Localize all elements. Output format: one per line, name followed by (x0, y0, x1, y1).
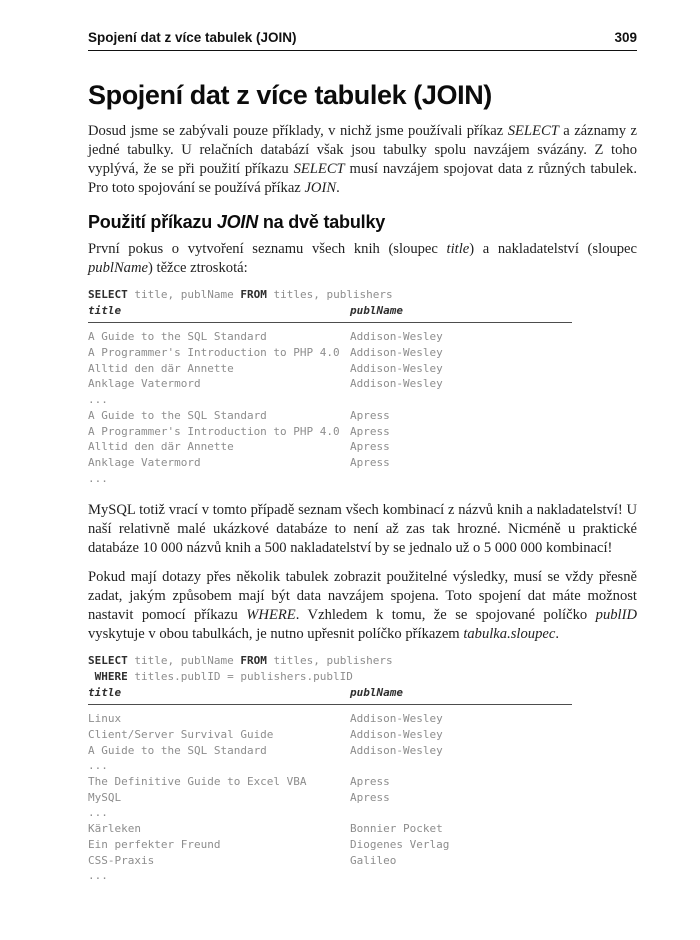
table-row (88, 455, 637, 471)
text-run: title, publName (127, 654, 241, 668)
table-row (88, 408, 637, 424)
ellipsis-row: ... (88, 393, 108, 407)
cell-title: The Definitive Guide to Excel VBA (88, 775, 307, 789)
table-row (88, 345, 637, 361)
sql-keyword: SELECT (88, 288, 128, 301)
header-rule (88, 50, 637, 51)
result-column-title: title (88, 303, 122, 317)
cell-title: A Programmer's Introduction to PHP 4.0 (88, 424, 340, 438)
result-column-title: title (88, 685, 122, 699)
emphasis-text: JOIN (304, 180, 337, 196)
paragraph-where (88, 568, 637, 644)
text-run: titles, publishers (266, 654, 393, 668)
cell-title: Linux (88, 712, 122, 726)
cell-title: A Guide to the SQL Standard (88, 743, 267, 757)
text-run: ) a nakladatelství (sloupec (469, 241, 637, 257)
cell-publisher: Addison-Wesley (350, 728, 443, 741)
text-run: . Vzhledem k tomu, že se spojované políčko (295, 607, 596, 624)
text-run: . (555, 626, 559, 643)
cell-title: MySQL (88, 790, 122, 804)
table-row (88, 376, 637, 392)
cell-title: CSS-Praxis (88, 853, 155, 867)
emphasis-text: SELECT (507, 123, 559, 139)
cell-title: Kärleken (88, 822, 141, 836)
cell-publisher: Addison-Wesley (350, 346, 443, 360)
sql-keyword: SELECT (88, 654, 128, 668)
cell-publisher: Bonnier Pocket (350, 822, 443, 836)
text-run: titles.publID = publishers.publID (127, 669, 353, 683)
table-row (88, 361, 637, 377)
page-title: Spojení dat z více tabulek (JOIN) (88, 80, 492, 110)
cell-publisher: Apress (350, 775, 390, 789)
table-row (88, 790, 637, 806)
text-run: title, publName (127, 288, 241, 301)
cell-publisher: Apress (350, 424, 390, 438)
text-run: musí navzájem spojovat data z různých tabulek. Pro toto spojování se používá příkaz (88, 161, 637, 196)
emphasis-text: WHERE (246, 607, 296, 624)
cell-title: Alltid den där Annette (88, 361, 234, 375)
ellipsis-row: ... (88, 471, 108, 485)
emphasis-text: title (446, 241, 470, 257)
text-run: ) těžce ztroskotá: (148, 260, 248, 276)
intro-paragraph (88, 122, 637, 198)
cell-title: Anklage Vatermord (88, 455, 201, 469)
sql-keyword: FROM (240, 288, 267, 301)
text-run: MySQL totiž vrací v tomto případě seznam všech kombinací z názvů knih a nakladatelství! U naší relativně malé ukázkové databáze to není až zas tak hrozné. Nicméně u praktické databáze 10 000 názvů knih a 500 nakladatelství by se jednalo už o 5 000 000 kombinací! (88, 502, 637, 557)
cell-publisher: Addison-Wesley (350, 361, 443, 375)
cell-publisher: Diogenes Verlag (350, 837, 450, 851)
table-row (88, 711, 637, 727)
table-row (88, 743, 637, 759)
table-row (88, 837, 637, 853)
text-run: Použití příkazu (88, 212, 217, 232)
emphasis-text: publID (595, 607, 637, 624)
cell-publisher: Galileo (350, 853, 397, 867)
cell-title: Ein perfekter Freund (88, 837, 221, 851)
emphasis-text: publName (88, 260, 148, 276)
sql-keyword: FROM (240, 654, 267, 668)
text-run: Dosud jsme se zabývali pouze příklady, v nichž jsme používali příkaz (88, 123, 508, 139)
text-run: První pokus o vytvoření seznamu všech knih (sloupec (88, 241, 447, 257)
code-line (88, 669, 637, 685)
page-number: 309 (614, 30, 637, 45)
table-row (88, 727, 637, 743)
table-row (88, 821, 637, 837)
cell-publisher: Addison-Wesley (350, 377, 443, 391)
cell-publisher: Apress (350, 408, 390, 422)
table-row (88, 424, 637, 440)
emphasis-text: tabulka.sloupec (463, 626, 556, 643)
text-run: Pokud mají dotazy přes několik tabulek zobrazit použitelné výsledky, musí se vždy přesně zadat, jakým způsobem mají být data navzájem spojena. Toto spojení dat máte možnost nastavit pomocí příkazu (88, 569, 637, 624)
sql-code-2 (88, 653, 637, 684)
sql-listing-2 (88, 653, 637, 884)
emphasis-text: SELECT (293, 161, 345, 177)
text-run: . (336, 180, 340, 196)
cell-publisher: Apress (350, 440, 390, 454)
cell-publisher: Addison-Wesley (350, 712, 443, 726)
ellipsis-row: ... (88, 759, 108, 773)
cell-title: A Guide to the SQL Standard (88, 330, 267, 344)
sql-code-1 (88, 287, 637, 303)
cell-publisher: Apress (350, 455, 390, 469)
result-header-1 (88, 303, 637, 319)
sql-keyword: WHERE (94, 669, 128, 683)
lead-paragraph (88, 240, 637, 278)
running-head: Spojení dat z více tabulek (JOIN) (88, 30, 297, 45)
result-table-2 (88, 705, 637, 884)
text-run (88, 670, 95, 683)
cell-title: Anklage Vatermord (88, 377, 201, 391)
table-row (88, 853, 637, 869)
result-table-1 (88, 323, 637, 486)
table-row (88, 774, 637, 790)
text-run: na dvě tabulky (258, 212, 386, 232)
sql-listing-1 (88, 287, 637, 486)
text-run: vyskytuje v obou tabulkách, je nutno upřesnit políčko příkazem (88, 626, 464, 643)
section-heading (88, 212, 637, 233)
ellipsis-row: ... (88, 806, 108, 820)
table-row (88, 329, 637, 345)
cell-publisher: Addison-Wesley (350, 743, 443, 757)
result-column-publname: publName (350, 685, 403, 699)
paragraph-combinations (88, 501, 637, 558)
code-line (88, 287, 637, 303)
result-header-2 (88, 685, 637, 701)
cell-publisher: Apress (350, 790, 390, 804)
cell-title: Client/Server Survival Guide (88, 728, 274, 741)
text-run: titles, publishers (266, 288, 393, 301)
cell-title: A Guide to the SQL Standard (88, 408, 267, 422)
emphasis-text: JOIN (216, 212, 259, 232)
code-line (88, 653, 637, 669)
table-row (88, 439, 637, 455)
cell-title: A Programmer's Introduction to PHP 4.0 (88, 346, 340, 360)
cell-publisher: Addison-Wesley (350, 330, 443, 344)
text-run: a záznamy z jedné tabulky. U relačních databází však jsou tabulky spolu navzájem svázány. Z toho vyplývá, že se při použití příkazu (88, 123, 637, 177)
ellipsis-row: ... (88, 869, 108, 883)
page-header (88, 0, 637, 51)
running-head-row (88, 0, 637, 45)
result-column-publname: publName (350, 303, 403, 317)
cell-title: Alltid den där Annette (88, 440, 234, 454)
